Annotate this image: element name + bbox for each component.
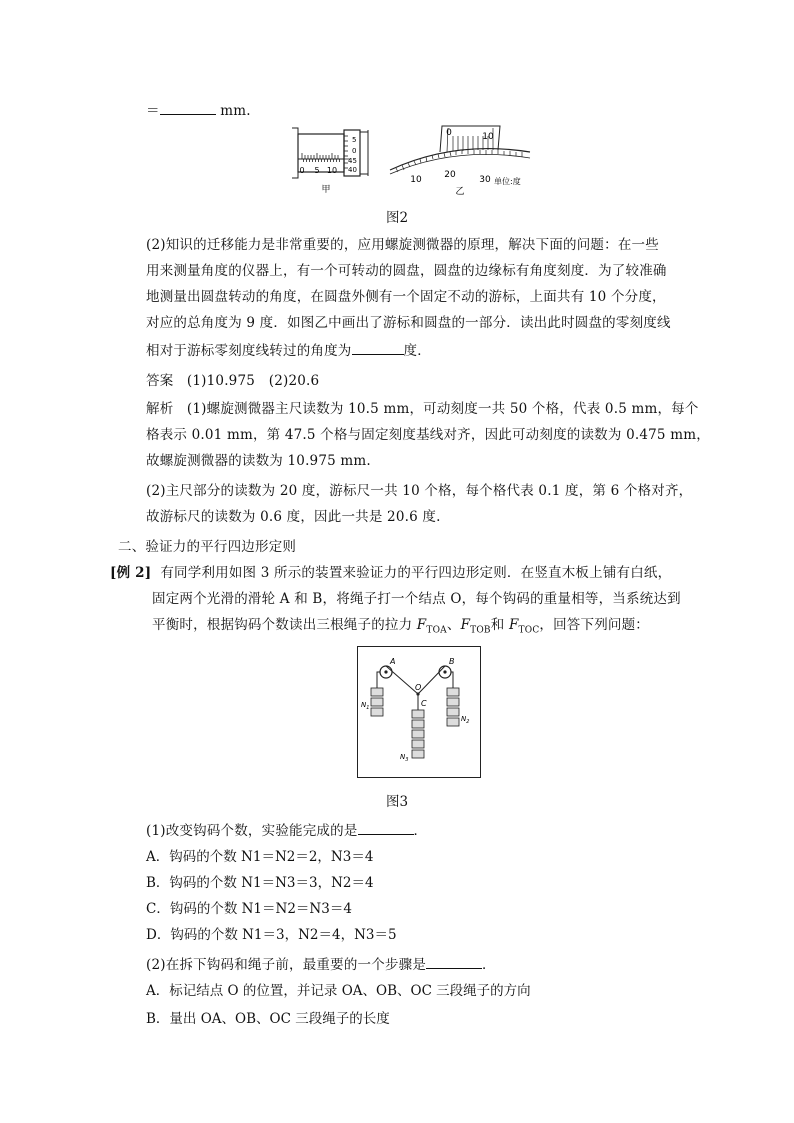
top-answer-line (146, 100, 251, 120)
label-c: C (421, 699, 427, 708)
protractor-diagram (390, 126, 530, 197)
figure-3 (357, 646, 481, 778)
label-n1: $N_1$ (361, 701, 370, 711)
q3-1-prefix: (1)改变钩码个数，实验能完成的是 (146, 823, 358, 839)
equals-sign: ＝ (146, 103, 160, 119)
example-tag: [例 2] (110, 565, 152, 581)
analysis-line-4: (2)主尺部分的读数为 20 度，游标尺一共 10 个格，每个格代表 0.1 度，第 6 个格对齐， (146, 483, 693, 499)
weights-n3 (412, 710, 424, 758)
example2-text-3: 平衡时，根据钩码个数读出三根绳子的拉力 (152, 617, 417, 633)
force-toc-sub: TOC (518, 625, 540, 636)
q3-2-prefix: (2)在拆下钩码和绳子前，最重要的一个步骤是 (146, 957, 427, 973)
force-toc: F (508, 617, 519, 633)
analysis-line-5: 故游标尺的读数为 0.6 度，因此一共是 20.6 度. (146, 509, 441, 525)
thimble-label-5: 5 (352, 136, 357, 144)
protractor-unit-label: 单位:度 (494, 177, 521, 186)
answer-label: 答案 (146, 373, 174, 389)
answer-blank (160, 100, 216, 115)
weights-n1 (371, 688, 383, 716)
sep-2: 和 (490, 617, 509, 633)
q3-1-stem (146, 820, 427, 840)
vernier-label-0: 0 (446, 128, 452, 138)
label-n3: $N_3$ (400, 753, 409, 763)
thimble-label-40: 40 (348, 166, 357, 174)
q2-line-4: 对应的总角度为 9 度．如图乙中画出了游标和圆盘的一部分．读出此时圆盘的零刻度线 (146, 315, 671, 331)
q2-line-3: 地测量出圆盘转动的角度，在圆盘外侧有一个固定不动的游标，上面共有 10 个分度， (146, 289, 666, 305)
micrometer-main-label-5: 5 (314, 166, 320, 175)
q2-line-2: 用来测量角度的仪器上，有一个可转动的圆盘，圆盘的边缘标有角度刻度．为了较准确 (146, 263, 667, 279)
q2-last-suffix: 度． (403, 343, 431, 359)
thimble-label-45: 45 (348, 157, 357, 165)
analysis-label: 解析 (146, 401, 174, 417)
pulley-a (380, 666, 392, 678)
figure-yi-label: 乙 (455, 187, 465, 197)
example2-line-2: 固定两个光滑的滑轮 A 和 B，将绳子打一个结点 O，每个钩码的重量相等，当系统达到 (152, 591, 681, 607)
label-a: A (390, 657, 396, 666)
disc-label-10: 10 (410, 175, 422, 185)
q2-answer-blank (352, 340, 404, 355)
pulley-b (439, 666, 451, 678)
q3-1-option-d[interactable]: D．钩码的个数 N1＝3，N2＝4，N3＝5 (146, 927, 397, 943)
q3-2-option-b[interactable]: B．量出 OA、OB、OC 三段绳子的长度 (146, 1011, 390, 1027)
q2-line-1: (2)知识的迁移能力是非常重要的，应用螺旋测微器的原理，解决下面的问题：在一些 (146, 237, 659, 253)
analysis-line-3: 故螺旋测微器的读数为 10.975 mm. (146, 453, 371, 469)
vernier-label-10: 10 (482, 132, 494, 142)
figure-2 (290, 122, 540, 202)
analysis-text-1: (1)螺旋测微器主尺读数为 10.5 mm，可动刻度一共 50 个格，代表 0.5 mm，每个 (186, 401, 699, 417)
q3-1-blank (358, 820, 414, 835)
figure-2-caption: 图2 (385, 210, 409, 226)
q2-line-5 (146, 340, 431, 360)
disc-label-30: 30 (479, 175, 491, 185)
answer-line (146, 372, 319, 390)
example2-line-3 (152, 616, 649, 640)
analysis-line-1 (146, 400, 699, 418)
disc-label-20: 20 (444, 170, 456, 180)
force-tob: F (460, 617, 471, 633)
example2-text-1: 有同学利用如图 3 所示的装置来验证力的平行四边形定则．在竖直木板上铺有白纸， (160, 565, 672, 581)
micrometer-diagram (292, 128, 368, 195)
unit-mm: mm. (220, 103, 251, 119)
q2-last-prefix: 相对于游标零刻度线转过的角度为 (146, 343, 352, 359)
section-2-title: 二、验证力的平行四边形定则 (118, 539, 297, 555)
q3-1-suffix: ． (413, 823, 428, 839)
q3-2-suffix: ． (482, 957, 496, 973)
figure-3-caption: 图3 (385, 794, 409, 810)
micrometer-main-label-10: 10 (326, 166, 338, 175)
label-b: B (449, 657, 455, 666)
q3-1-option-c[interactable]: C．钩码的个数 N1＝N2＝N3＝4 (146, 901, 352, 917)
knot-o (416, 692, 419, 695)
q3-2-option-a[interactable]: A．标记结点 O 的位置，并记录 OA、OB、OC 三段绳子的方向 (146, 983, 531, 999)
q3-1-option-a[interactable]: A．钩码的个数 N1＝N2＝2，N3＝4 (146, 849, 374, 865)
label-n2: $N_2$ (461, 715, 470, 725)
thimble-label-0: 0 (352, 147, 357, 155)
example2-suffix: ，回答下列问题： (539, 617, 650, 633)
label-o: O (415, 683, 422, 692)
answer-text: (1)10.975 (2)20.6 (186, 373, 320, 389)
q3-2-stem (146, 954, 496, 974)
q3-1-option-b[interactable]: B．钩码的个数 N1＝N3＝3，N2＝4 (146, 875, 374, 891)
force-tob-sub: TOB (470, 625, 491, 636)
sep-1: 、 (446, 617, 461, 633)
figure-jia-label: 甲 (321, 185, 331, 195)
micrometer-main-label-0: 0 (299, 166, 305, 175)
analysis-line-2: 格表示 0.01 mm，第 47.5 个格与固定刻度基线对齐，因此可动刻度的读数为 0.475 mm， (146, 427, 710, 443)
force-toa-sub: TOA (426, 625, 447, 636)
q3-2-blank (426, 954, 482, 969)
force-toa: F (416, 617, 427, 633)
example2-line-1 (110, 564, 671, 582)
